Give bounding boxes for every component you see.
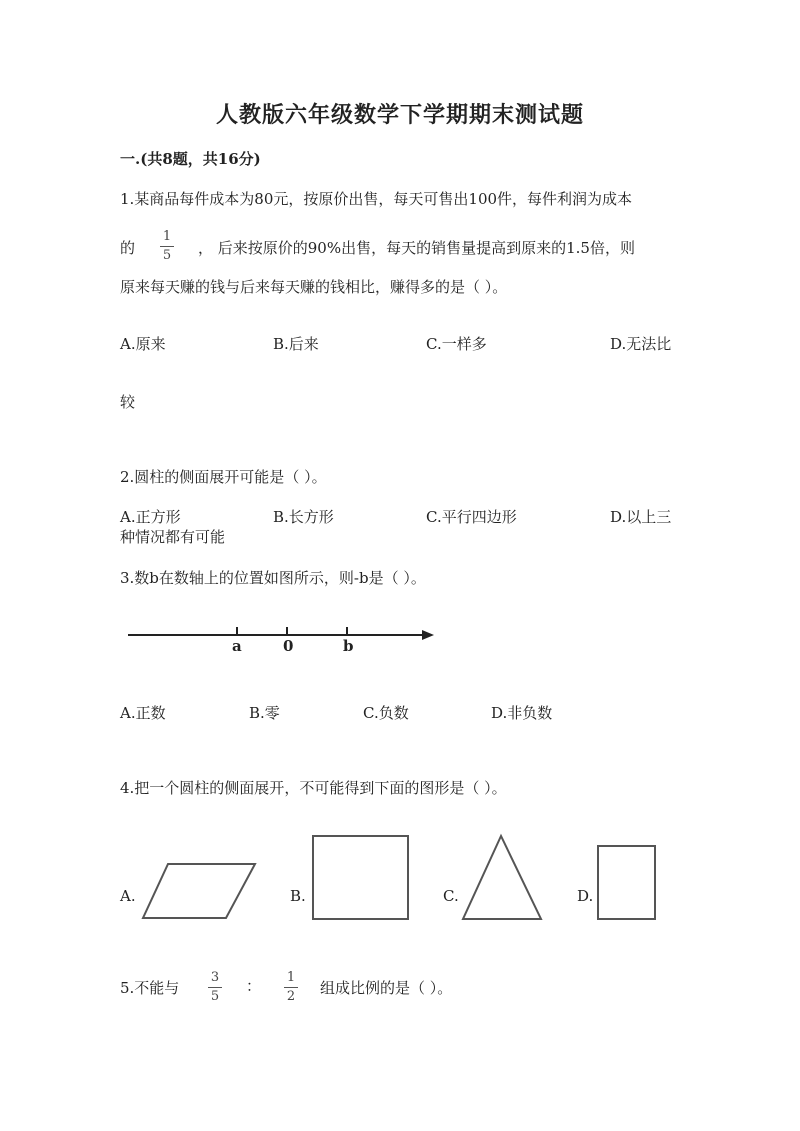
q4-label-b[interactable]: B. <box>290 887 306 905</box>
q2-option-a[interactable]: A.正方形 <box>120 508 181 526</box>
section-heading: 一.(共8题，共16分) <box>120 150 261 168</box>
q5-frac1-numerator: 3 <box>210 970 220 985</box>
q3-option-c[interactable]: C.负数 <box>363 704 409 722</box>
q1-option-a[interactable]: A.原来 <box>120 335 166 353</box>
q5-frac2-numerator: 1 <box>286 970 296 985</box>
q4-label-a[interactable]: A. <box>120 887 136 905</box>
q3-stem: 3.数b在数轴上的位置如图所示，则-b是（ ）。 <box>120 569 426 587</box>
q5-fraction-2 <box>282 970 300 1005</box>
rectangle-shape <box>594 843 660 923</box>
q2-option-d-wrap: 种情况都有可能 <box>120 528 226 546</box>
axis-label-a: a <box>232 637 242 655</box>
q1-pre-frac: 的 <box>120 239 136 257</box>
q5-frac2-denominator: 2 <box>286 989 296 1004</box>
square-shape <box>309 832 413 922</box>
q3-option-a[interactable]: A.正数 <box>120 704 166 722</box>
q2-option-b[interactable]: B.长方形 <box>273 508 334 526</box>
q1-option-d-wrap: 较 <box>120 393 136 411</box>
axis-label-b: b <box>343 637 354 655</box>
q5-post: 组成比例的是（ ）。 <box>320 979 453 997</box>
q2-option-d[interactable]: D.以上三 <box>610 508 672 526</box>
q3-option-d[interactable]: D.非负数 <box>491 704 553 722</box>
q2-stem: 2.圆柱的侧面展开可能是（ ）。 <box>120 468 327 486</box>
q1-frac-numerator: 1 <box>162 229 172 244</box>
q1-option-b[interactable]: B.后来 <box>273 335 319 353</box>
q3-option-b[interactable]: B.零 <box>249 704 280 722</box>
q5-frac1-denominator: 5 <box>210 989 220 1004</box>
q1-option-c[interactable]: C.一样多 <box>426 335 487 353</box>
q1-post-frac: ， 后来按原价的90%出售，每天的销售量提高到原来的1.5倍，则 <box>198 239 635 257</box>
parallelogram-shape <box>138 860 260 922</box>
q1-option-d[interactable]: D.无法比 <box>610 335 672 353</box>
triangle-shape <box>458 832 548 924</box>
q1-frac-denominator: 5 <box>162 248 172 263</box>
q5-colon: ： <box>246 977 262 995</box>
q4-label-c[interactable]: C. <box>443 887 459 905</box>
q5-fraction-1 <box>206 970 224 1005</box>
page-title: 人教版六年级数学下学期期末测试题 <box>215 102 584 128</box>
q4-stem: 4.把一个圆柱的侧面展开，不可能得到下面的图形是（ ）。 <box>120 779 507 797</box>
q4-label-d[interactable]: D. <box>577 887 594 905</box>
q5-pre: 5.不能与 <box>120 979 180 997</box>
q1-line3: 原来每天赚的钱与后来每天赚的钱相比，赚得多的是（ ）。 <box>120 278 508 296</box>
q1-fraction <box>158 229 176 264</box>
q1-line1: 1.某商品每件成本为80元，按原价出售，每天可售出100件，每件利润为成本 <box>120 190 633 208</box>
q2-option-c[interactable]: C.平行四边形 <box>426 508 517 526</box>
axis-label-zero: 0 <box>283 637 294 655</box>
